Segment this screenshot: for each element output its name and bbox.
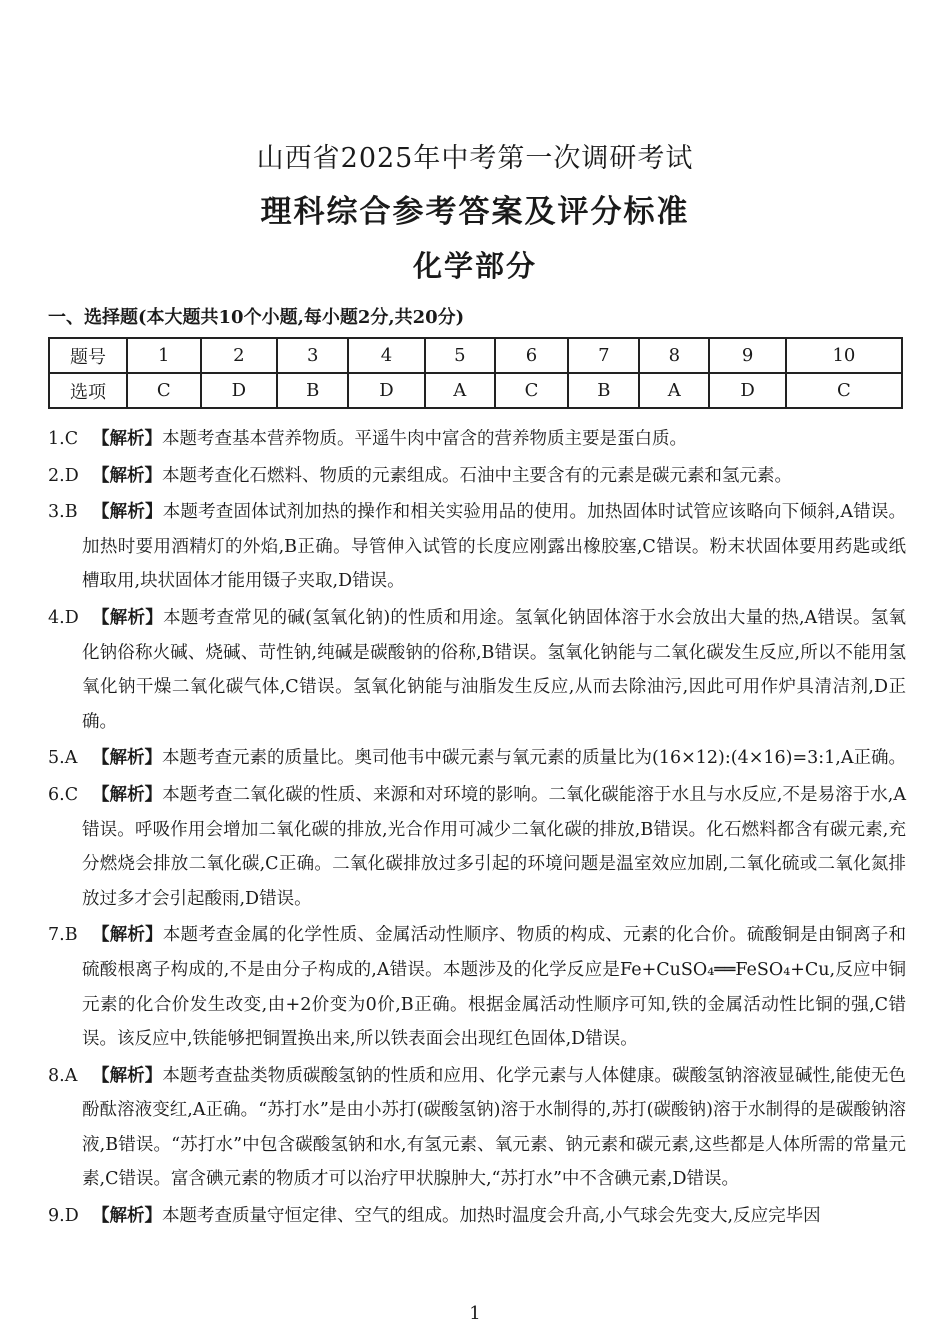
answer-option: B (568, 373, 639, 408)
row-label-answer: 选项 (49, 373, 127, 408)
item-tag: 【解析】 (92, 502, 163, 523)
item-text: 本题考查固体试剂加热的操作和相关实验用品的使用。加热固体时试管应该略向下倾斜,A错误。加热时要用酒精灯的外焰,B正确。导管伸入试管的长度应刚露出橡胶塞,C错误。粉末状固体要用药匙或纸槽取用,块状固体才能用镊子夹取,D错误。 (82, 502, 907, 592)
item-tag: 【解析】 (92, 607, 164, 628)
answer-option: B (277, 373, 348, 408)
question-number: 4 (348, 338, 425, 373)
explanation-item (48, 741, 906, 776)
question-number: 3 (277, 338, 348, 373)
answer-table (48, 337, 903, 409)
item-text: 本题考查化石燃料、物质的元素组成。石油中主要含有的元素是碳元素和氢元素。 (162, 465, 792, 486)
answer-option: D (348, 373, 425, 408)
question-number: 9 (709, 338, 786, 373)
question-number: 2 (201, 338, 278, 373)
item-tag: 【解析】 (92, 1206, 162, 1227)
item-tag: 【解析】 (92, 465, 162, 486)
item-text: 本题考查金属的化学性质、金属活动性顺序、物质的构成、元素的化合价。硫酸铜是由铜离子和硫酸根离子构成的,不是由分子构成的,A错误。本题涉及的化学反应是Fe+CuSO₄══FeSO₄+Cu,反应中铜元素的化合价发生改变,由+2价变为0价,B正确。根据金属活动性顺序可知,铁的金属活动性比铜的强,C错误。该反应中,铁能够把铜置换出来,所以铁表面会出现红色固体,D错误。 (82, 925, 907, 1050)
question-number-row (49, 338, 902, 373)
answer-row (49, 373, 902, 408)
item-tag: 【解析】 (92, 748, 162, 769)
answer-option: D (709, 373, 786, 408)
item-text: 本题考查盐类物质碳酸氢钠的性质和应用、化学元素与人体健康。碳酸氢钠溶液显碱性,能使无色酚酞溶液变红,A正确。“苏打水”是由小苏打(碳酸氢钠)溶于水制得的,苏打(碳酸钠)溶于水制得的是碳酸钠溶液,B错误。“苏打水”中包含碳酸氢钠和水,有氢元素、氧元素、钠元素和碳元素,这些都是人体所需的常量元素,C错误。富含碘元素的物质才可以治疗甲状腺肿大,“苏打水”中不含碘元素,D错误。 (82, 1065, 907, 1190)
answer-option: D (201, 373, 278, 408)
item-tag: 【解析】 (92, 925, 163, 946)
item-text: 本题考查二氧化碳的性质、来源和对环境的影响。二氧化碳能溶于水且与水反应,不是易溶于水,A错误。呼吸作用会增加二氧化碳的排放,光合作用可减少二氧化碳的排放,B错误。化石燃料都含有碳元素,充分燃烧会排放二氧化碳,C正确。二氧化碳排放过多引起的环境问题是温室效应加剧,二氧化硫或二氧化氮排放过多才会引起酸雨,D错误。 (82, 784, 907, 909)
item-number: 1.C (48, 429, 79, 449)
row-label-number: 题号 (49, 338, 127, 373)
question-number: 10 (786, 338, 902, 373)
item-tag: 【解析】 (92, 429, 162, 449)
page-number: 1 (469, 1303, 481, 1324)
answer-option: C (786, 373, 902, 408)
item-number: 4.D (48, 607, 79, 628)
item-tag: 【解析】 (92, 784, 163, 805)
explanation-item (48, 778, 906, 916)
item-text: 本题考查质量守恒定律、空气的组成。加热时温度会升高,小气球会先变大,反应完毕因 (162, 1206, 821, 1227)
explanation-item (48, 495, 906, 599)
explanation-item (48, 459, 906, 494)
item-tag: 【解析】 (92, 1065, 163, 1086)
item-text: 本题考查基本营养物质。平遥牛肉中富含的营养物质主要是蛋白质。 (162, 429, 687, 449)
explanations (48, 422, 906, 1236)
answer-option: A (425, 373, 495, 408)
explanation-item (48, 1059, 906, 1197)
explanation-item (48, 918, 906, 1056)
item-number: 3.B (48, 502, 78, 523)
answer-option: C (127, 373, 201, 408)
question-number: 7 (568, 338, 639, 373)
answer-option: A (639, 373, 709, 408)
item-text: 本题考查元素的质量比。奥司他韦中碳元素与氧元素的质量比为(16×12):(4×16)=3:1,A正确。 (162, 748, 906, 769)
explanation-item (48, 422, 906, 457)
item-number: 8.A (48, 1065, 78, 1086)
item-number: 5.A (48, 748, 78, 769)
explanation-item (48, 601, 906, 739)
item-number: 2.D (48, 465, 79, 486)
item-number: 7.B (48, 925, 78, 946)
item-number: 9.D (48, 1206, 79, 1227)
question-number: 1 (127, 338, 201, 373)
answer-option: C (495, 373, 569, 408)
question-number: 6 (495, 338, 569, 373)
question-number: 8 (639, 338, 709, 373)
subject-title: 化学部分 (412, 249, 537, 283)
item-number: 6.C (48, 784, 79, 805)
explanation-item (48, 1199, 906, 1234)
section-heading: 一、选择题(本大题共10个小题,每小题2分,共20分) (48, 307, 465, 328)
exam-title: 山西省2025年中考第一次调研考试 (256, 143, 694, 174)
question-number: 5 (425, 338, 495, 373)
answer-title: 理科综合参考答案及评分标准 (260, 194, 690, 230)
item-text: 本题考查常见的碱(氢氧化钠)的性质和用途。氢氧化钠固体溶于水会放出大量的热,A错误。氢氧化钠俗称火碱、烧碱、苛性钠,纯碱是碳酸钠的俗称,B错误。氢氧化钠能与二氧化碳发生反应,所以不能用氢氧化钠干燥二氧化碳气体,C错误。氢氧化钠能与油脂发生反应,从而去除油污,因此可用作炉具清洁剂,D正确。 (82, 607, 906, 732)
